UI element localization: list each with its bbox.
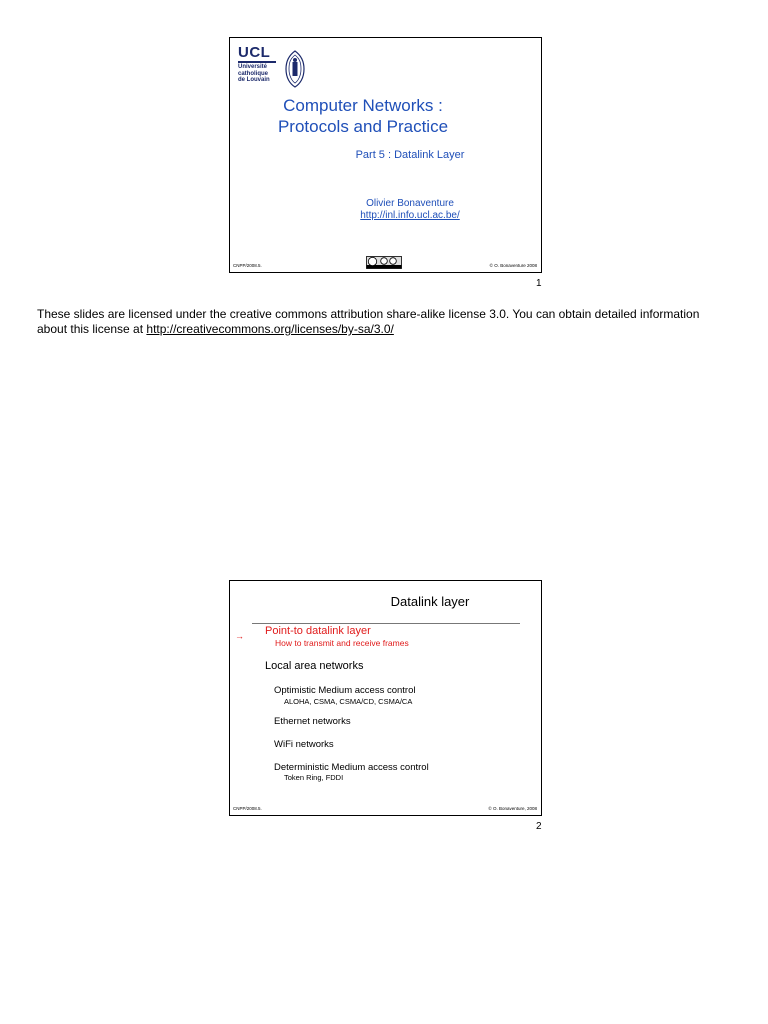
outline-item-ethernet: Ethernet networks [274, 716, 351, 727]
slide-1-title [230, 95, 543, 137]
notes-line-2 [37, 322, 727, 337]
slide-1-author-block [320, 198, 500, 222]
outline-subitem-transmit-frames: How to transmit and receive frames [275, 638, 409, 648]
ucl-logo-text: UCL [238, 44, 271, 61]
slide-1-url-link[interactable]: http://inl.info.ucl.ac.be/ [360, 210, 460, 221]
slide-1-author: Olivier Bonaventure [366, 198, 454, 209]
license-link[interactable]: http://creativecommons.org/licenses/by-sa/3.0/ [146, 322, 394, 336]
slide-2-title: Datalink layer [390, 594, 470, 609]
page-number-1: 1 [536, 278, 542, 289]
outline-item-local-area-networks: Local area networks [265, 660, 364, 672]
outline-item-wifi: WiFi networks [274, 739, 334, 750]
ucl-logo-bar [238, 61, 276, 63]
slide-1-footer-right: © O. Bonaventure 2008 [489, 263, 537, 268]
title-divider [252, 623, 520, 624]
slide-notes [37, 307, 727, 337]
slide-2-footer-left: CNPP/2008.5. [233, 806, 262, 811]
slide-1 [229, 37, 542, 273]
slide-1-footer-left: CNPP/2008.5. [233, 263, 262, 268]
outline-subitem-aloha-csma: ALOHA, CSMA, CSMA/CD, CSMA/CA [284, 697, 413, 706]
slide-1-part: Part 5 : Datalink Layer [355, 149, 465, 161]
slide-1-title-line-2: Protocols and Practice [277, 117, 449, 136]
page-number-2: 2 [536, 821, 542, 832]
slide-2-footer-right: © O. Bonaventure, 2008 [488, 806, 537, 811]
outline-item-optimistic-mac: Optimistic Medium access control [274, 685, 416, 696]
creative-commons-badge-icon [366, 256, 402, 269]
ucl-logo-subtitle: Université catholique de Louvain [238, 64, 270, 83]
university-crest-icon [284, 50, 306, 88]
ucl-logo [238, 44, 300, 88]
outline-item-deterministic-mac: Deterministic Medium access control [274, 762, 429, 773]
current-section-arrow-icon: → [235, 631, 244, 641]
outline-item-point-to-datalink: Point-to datalink layer [265, 625, 371, 637]
slide-1-title-line-1: Computer Networks : [283, 96, 443, 115]
notes-line-1: These slides are licensed under the creative commons attribution share-alike license 3.0. You can obtain detailed information [37, 307, 700, 321]
notes-line-2-prefix: about this license at [37, 322, 147, 336]
slide-2 [229, 580, 542, 816]
outline-subitem-token-ring: Token Ring, FDDI [284, 773, 344, 782]
